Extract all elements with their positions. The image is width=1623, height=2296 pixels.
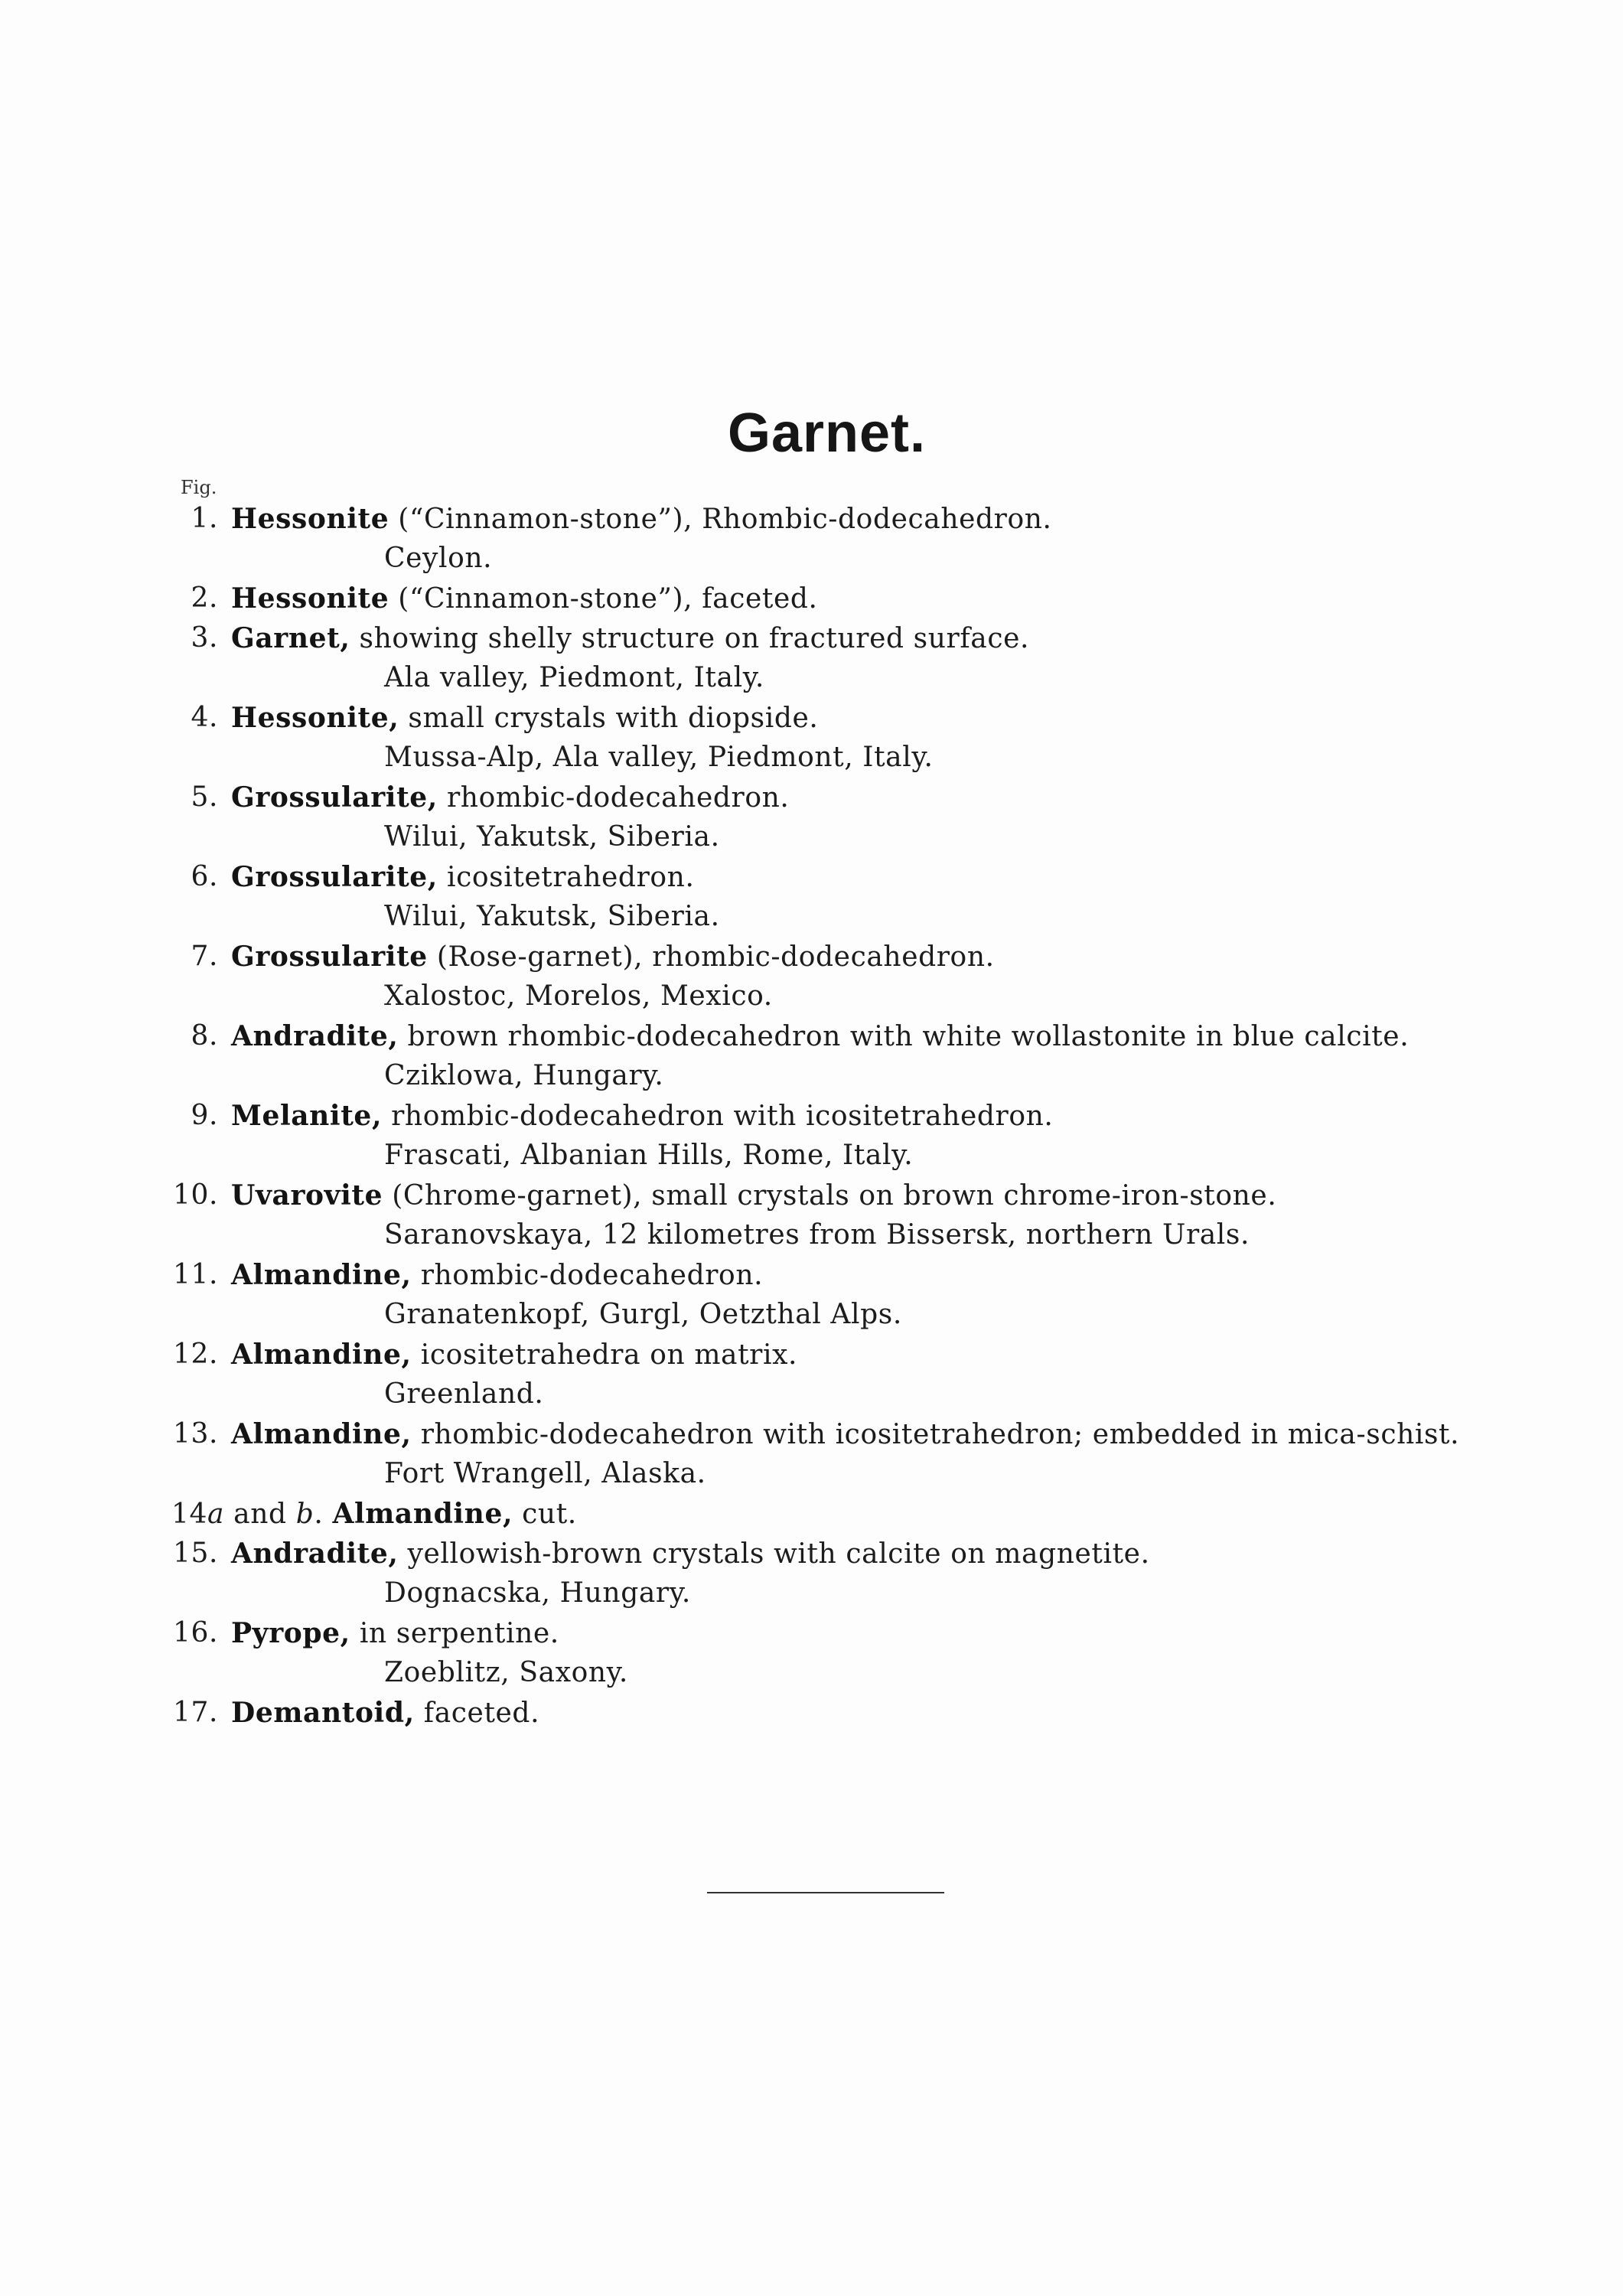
fig-number: 9. <box>191 1100 218 1131</box>
list-item <box>0 499 1623 539</box>
mineral-name: Hessonite <box>231 582 389 615</box>
description-text: (Chrome-garnet), small crystals on brown chrome-iron-stone. <box>383 1180 1277 1212</box>
fig-description <box>231 857 695 898</box>
description-text: rhombic-dodecahedron. <box>437 782 790 814</box>
fig-number: 13. <box>172 1418 218 1450</box>
description-text: rhombic-dodecahedron with icositetrahedron; embedded in mica-schist. <box>411 1419 1460 1450</box>
locality: Frascati, Albanian Hills, Rome, Italy. <box>384 1140 914 1171</box>
locality: Fort Wrangell, Alaska. <box>384 1458 706 1489</box>
mineral-name: Melanite, <box>231 1100 383 1132</box>
mineral-name: Almandine, <box>231 1418 412 1450</box>
fig-description <box>231 1335 797 1375</box>
locality-line <box>0 1136 1623 1176</box>
locality-line <box>0 1295 1623 1335</box>
fig-number: 11. <box>172 1259 218 1290</box>
description-text: (Rose-garnet), rhombic-dodecahedron. <box>427 941 995 973</box>
description-text: rhombic-dodecahedron with icositetrahedron. <box>382 1101 1054 1132</box>
fig-description <box>231 1414 1459 1455</box>
mineral-name: Pyrope, <box>231 1617 350 1649</box>
fig-description <box>231 1016 1409 1057</box>
description-text: cut. <box>513 1499 577 1530</box>
fig-description <box>231 499 1052 540</box>
mineral-name: Andradite, <box>231 1538 399 1570</box>
mineral-name: Grossularite, <box>231 861 438 893</box>
fig-number: 8. <box>191 1020 218 1052</box>
mineral-name: Almandine, <box>231 1259 412 1291</box>
list-item <box>0 1613 1623 1653</box>
description-text: yellowish-brown crystals with calcite on magnetite. <box>398 1538 1150 1570</box>
mineral-name: Grossularite <box>231 941 428 973</box>
list-item <box>0 1096 1623 1136</box>
list-item <box>0 1494 1623 1534</box>
list-item <box>0 618 1623 658</box>
locality: Ceylon. <box>384 543 493 574</box>
fig-description <box>231 618 1029 659</box>
mineral-name: Grossularite, <box>231 781 438 814</box>
locality: Saranovskaya, 12 kilometres from Bissersk, northern Urals. <box>384 1219 1250 1251</box>
fig-description <box>231 1176 1276 1216</box>
locality-line <box>0 1454 1623 1494</box>
description-text: rhombic-dodecahedron. <box>411 1260 764 1291</box>
mineral-name: Uvarovite <box>231 1179 383 1212</box>
description-text: (“Cinnamon-stone”), faceted. <box>389 583 818 615</box>
fig-description <box>231 1693 539 1733</box>
fig-number: 16. <box>172 1617 218 1649</box>
locality-line <box>0 1574 1623 1613</box>
list-item <box>0 1693 1623 1733</box>
mineral-name: Hessonite <box>231 503 389 535</box>
locality: Cziklowa, Hungary. <box>384 1060 664 1091</box>
list-item <box>0 937 1623 977</box>
mineral-name: Hessonite, <box>231 702 399 734</box>
locality-line <box>0 977 1623 1016</box>
fig-description <box>231 1613 559 1654</box>
fig-number: 12. <box>172 1339 218 1370</box>
list-item <box>0 1255 1623 1295</box>
fig-number: 1. <box>191 503 218 534</box>
list-item <box>0 1534 1623 1574</box>
locality: Granatenkopf, Gurgl, Oetzthal Alps. <box>384 1299 902 1330</box>
list-item <box>0 698 1623 738</box>
list-item <box>0 1176 1623 1215</box>
fig-number: 15. <box>172 1538 218 1569</box>
fig-description <box>231 778 789 818</box>
fig-number: 6. <box>191 861 218 892</box>
description-text: small crystals with diopside. <box>399 703 819 734</box>
description-text: in serpentine. <box>350 1618 559 1649</box>
mineral-name: Almandine, <box>231 1339 412 1371</box>
list-item <box>0 579 1623 618</box>
locality-line <box>0 738 1623 778</box>
mineral-name: Andradite, <box>231 1020 399 1052</box>
fig-description <box>231 579 818 619</box>
fig-number: 17. <box>172 1697 218 1728</box>
fig-number: 3. <box>191 622 218 654</box>
mineral-name: Almandine, <box>332 1498 513 1530</box>
locality-line <box>0 1056 1623 1096</box>
locality: Zoeblitz, Saxony. <box>384 1657 628 1688</box>
description-text: faceted. <box>414 1698 540 1729</box>
fig-number: 5. <box>191 781 218 813</box>
locality: Wilui, Yakutsk, Siberia. <box>384 821 720 853</box>
fig-number: 7. <box>191 941 218 972</box>
fig-number: 4. <box>191 702 218 733</box>
locality-line <box>0 1215 1623 1255</box>
locality-line <box>0 539 1623 579</box>
mineral-name: Garnet, <box>231 622 350 654</box>
fig-description <box>231 937 995 977</box>
locality: Xalostoc, Morelos, Mexico. <box>384 980 773 1012</box>
fig-description <box>231 1255 763 1296</box>
fig-number: 14a and b. Almandine, cut. <box>171 1498 577 1530</box>
description-text: icositetrahedra on matrix. <box>411 1339 798 1371</box>
fig-label: Fig. <box>181 477 217 498</box>
locality-line <box>0 817 1623 857</box>
description-text: icositetrahedron. <box>437 862 695 893</box>
list-item <box>0 1335 1623 1375</box>
description-text: brown rhombic-dodecahedron with white wollastonite in blue calcite. <box>398 1021 1410 1052</box>
locality: Mussa-Alp, Ala valley, Piedmont, Italy. <box>384 742 934 773</box>
locality-line <box>0 658 1623 698</box>
fig-number: 10. <box>172 1179 218 1211</box>
fig-description <box>231 1096 1053 1137</box>
locality: Wilui, Yakutsk, Siberia. <box>384 901 720 932</box>
description-text: (“Cinnamon-stone”), Rhombic-dodecahedron. <box>389 504 1052 535</box>
list-item <box>0 1016 1623 1056</box>
locality: Ala valley, Piedmont, Italy. <box>384 662 764 693</box>
end-rule <box>707 1892 944 1893</box>
locality: Dognacska, Hungary. <box>384 1577 691 1609</box>
locality: Greenland. <box>384 1378 544 1410</box>
figure-list <box>0 499 1623 1733</box>
fig-description <box>231 1534 1150 1574</box>
fig-number: 2. <box>191 582 218 614</box>
fig-description <box>231 698 818 739</box>
list-item <box>0 778 1623 817</box>
locality-line <box>0 1653 1623 1693</box>
list-item <box>0 857 1623 897</box>
page-title: Garnet. <box>727 403 927 464</box>
mineral-name: Demantoid, <box>231 1697 415 1729</box>
locality-line <box>0 897 1623 937</box>
list-item <box>0 1414 1623 1454</box>
locality-line <box>0 1375 1623 1414</box>
description-text: showing shelly structure on fractured surface. <box>350 623 1030 654</box>
